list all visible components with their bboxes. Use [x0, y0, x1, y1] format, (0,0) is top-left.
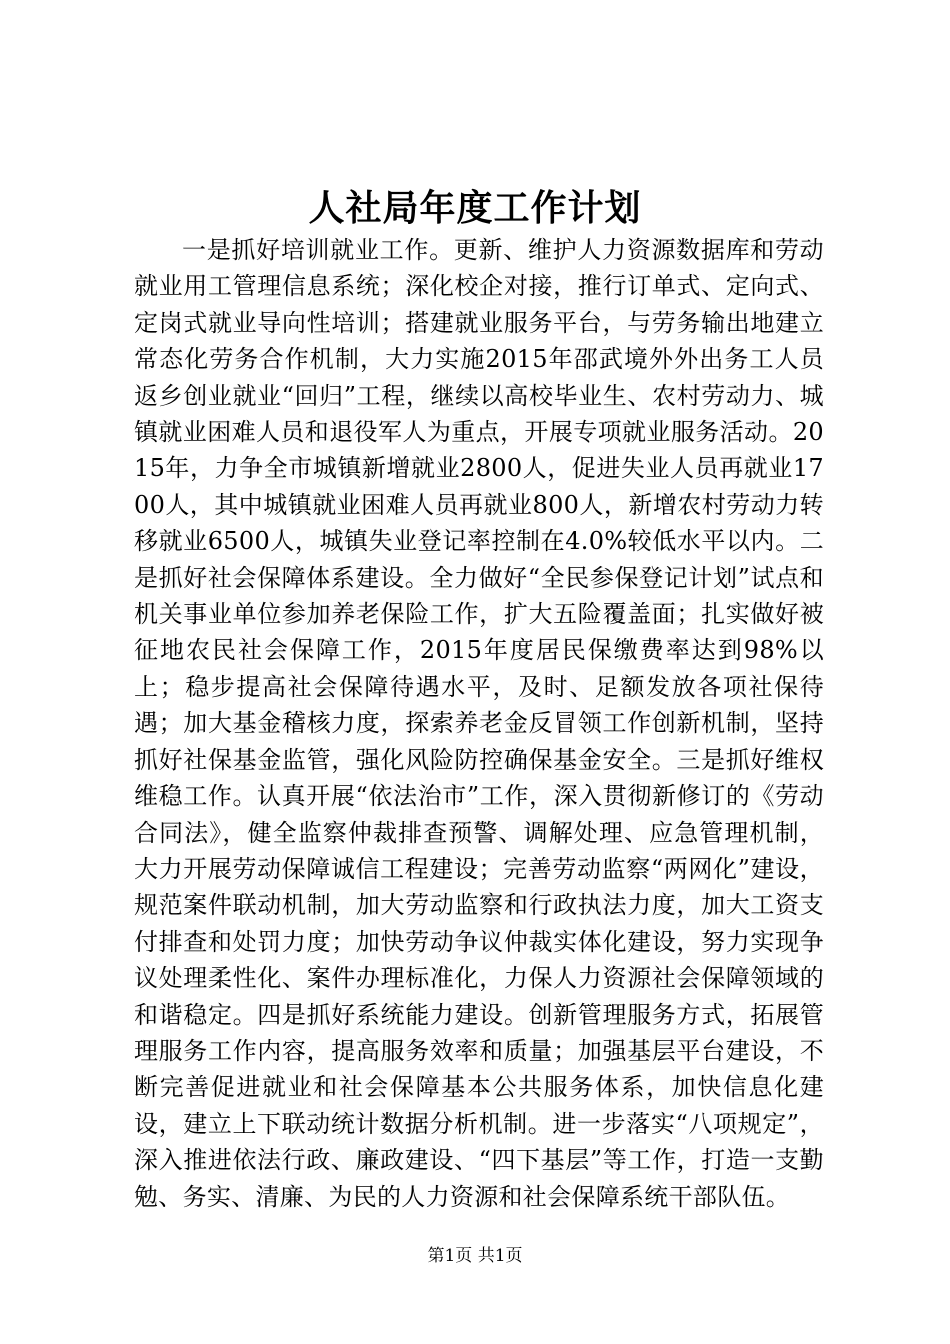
- document-body-paragraph: 一是抓好培训就业工作。更新、维护人力资源数据库和劳动就业用工管理信息系统；深化校企对接，推行订单式、定向式、定岗式就业导向性培训；搭建就业服务平台，与劳务输出地建立常态化劳务合作机制，大力实施2015年邵武境外外出务工人员返乡创业就业“回归”工程，继续以高校毕业生、农村劳动力、城镇就业困难人员和退役军人为重点，开展专项就业服务活动。2015年，力争全市城镇新增就业2800人，促进失业人员再就业1700人，其中城镇就业困难人员再就业800人，新增农村劳动力转移就业6500人，城镇失业登记率控制在4.0%较低水平以内。二是抓好社会保障体系建设。全力做好“全民参保登记计划”试点和机关事业单位参加养老保险工作，扩大五险覆盖面；扎实做好被征地农民社会保障工作，2015年度居民保缴费率达到98%以上；稳步提高社会保障待遇水平，及时、足额发放各项社保待遇；加大基金稽核力度，探索养老金反冒领工作创新机制，坚持抓好社保基金监管，强化风险防控确保基金安全。三是抓好维权维稳工作。认真开展“依法治市”工作，深入贯彻新修订的《劳动合同法》，健全监察仲裁排查预警、调解处理、应急管理机制，大力开展劳动保障诚信工程建设；完善劳动监察“两网化”建设，规范案件联动机制，加大劳动监察和行政执法力度，加大工资支付排查和处罚力度；加快劳动争议仲裁实体化建设，努力实现争议处理柔性化、案件办理标准化，力保人力资源社会保障领域的和谐稳定。四是抓好系统能力建设。创新管理服务方式，拓展管理服务工作内容，提高服务效率和质量；加强基层平台建设，不断完善促进就业和社会保障基本公共服务体系，加快信息化建设，建立上下联动统计数据分析机制。进一步落实“八项规定”，深入推进依法行政、廉政建设、“四下基层”等工作，打造一支勤勉、务实、清廉、为民的人力资源和社会保障系统干部队伍。: [134, 236, 824, 1211]
- page-number-footer: 第1页 共1页: [427, 1246, 523, 1266]
- document-title: 人社局年度工作计划: [308, 187, 642, 229]
